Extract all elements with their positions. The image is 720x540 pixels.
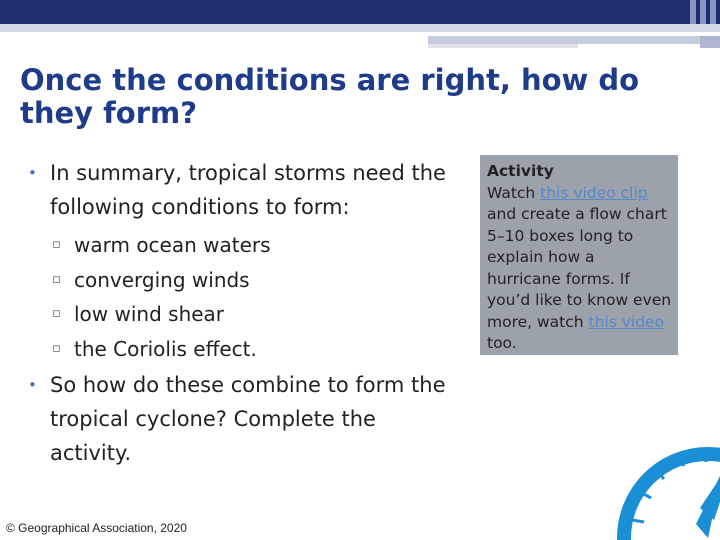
sub-bullet-text: low wind shear — [74, 302, 225, 326]
bullet-icon: • — [28, 376, 37, 394]
sub-bullet-icon: ▫ — [52, 340, 61, 356]
activity-text-part: too. — [487, 334, 517, 352]
bullet-icon: • — [28, 164, 37, 182]
bullet-text: So how do these combine to form the tropical cyclone? Complete the activity. — [50, 373, 446, 465]
slide-content — [28, 156, 448, 470]
activity-text-part: and create a flow chart 5–10 boxes long to explain how a hurricane forms. If you’d like to know even more, watch — [487, 205, 672, 331]
bullet-item — [28, 156, 448, 224]
bullet-item — [28, 368, 448, 470]
video-clip-link[interactable]: this video clip — [540, 183, 648, 202]
sub-bullet-item — [28, 263, 448, 298]
condition-list — [28, 228, 448, 366]
bullet-text: In summary, tropical storms need the following conditions to form: — [50, 161, 446, 219]
header-bar-stripe — [710, 0, 716, 24]
copyright-footer: © Geographical Association, 2020 — [6, 521, 187, 535]
header-accent — [428, 44, 578, 48]
header-bar-stripe — [700, 0, 706, 24]
activity-text-part: Watch — [487, 183, 541, 202]
header-bar — [0, 0, 720, 24]
second-video-link[interactable]: this video — [588, 312, 665, 331]
activity-text — [487, 183, 672, 355]
sub-bullet-text: warm ocean waters — [74, 233, 271, 257]
activity-box — [480, 155, 678, 355]
sub-bullet-item — [28, 332, 448, 367]
slide-title: Once the conditions are right, how do they form? — [20, 63, 640, 130]
sub-bullet-item — [28, 228, 448, 263]
sub-bullet-icon: ▫ — [52, 237, 61, 252]
compass-icon — [596, 410, 720, 540]
sub-bullet-icon: ▫ — [52, 306, 61, 321]
header-subbar — [0, 24, 720, 32]
sub-bullet-icon: ▫ — [52, 271, 61, 287]
activity-heading: Activity — [487, 162, 554, 180]
sub-bullet-text: converging winds — [74, 267, 250, 292]
sub-bullet-item — [28, 297, 448, 332]
header-accent — [428, 36, 720, 44]
header-bar-stripe — [690, 0, 696, 24]
sub-bullet-text: the Coriolis effect. — [74, 336, 257, 361]
header-accent — [700, 36, 720, 48]
